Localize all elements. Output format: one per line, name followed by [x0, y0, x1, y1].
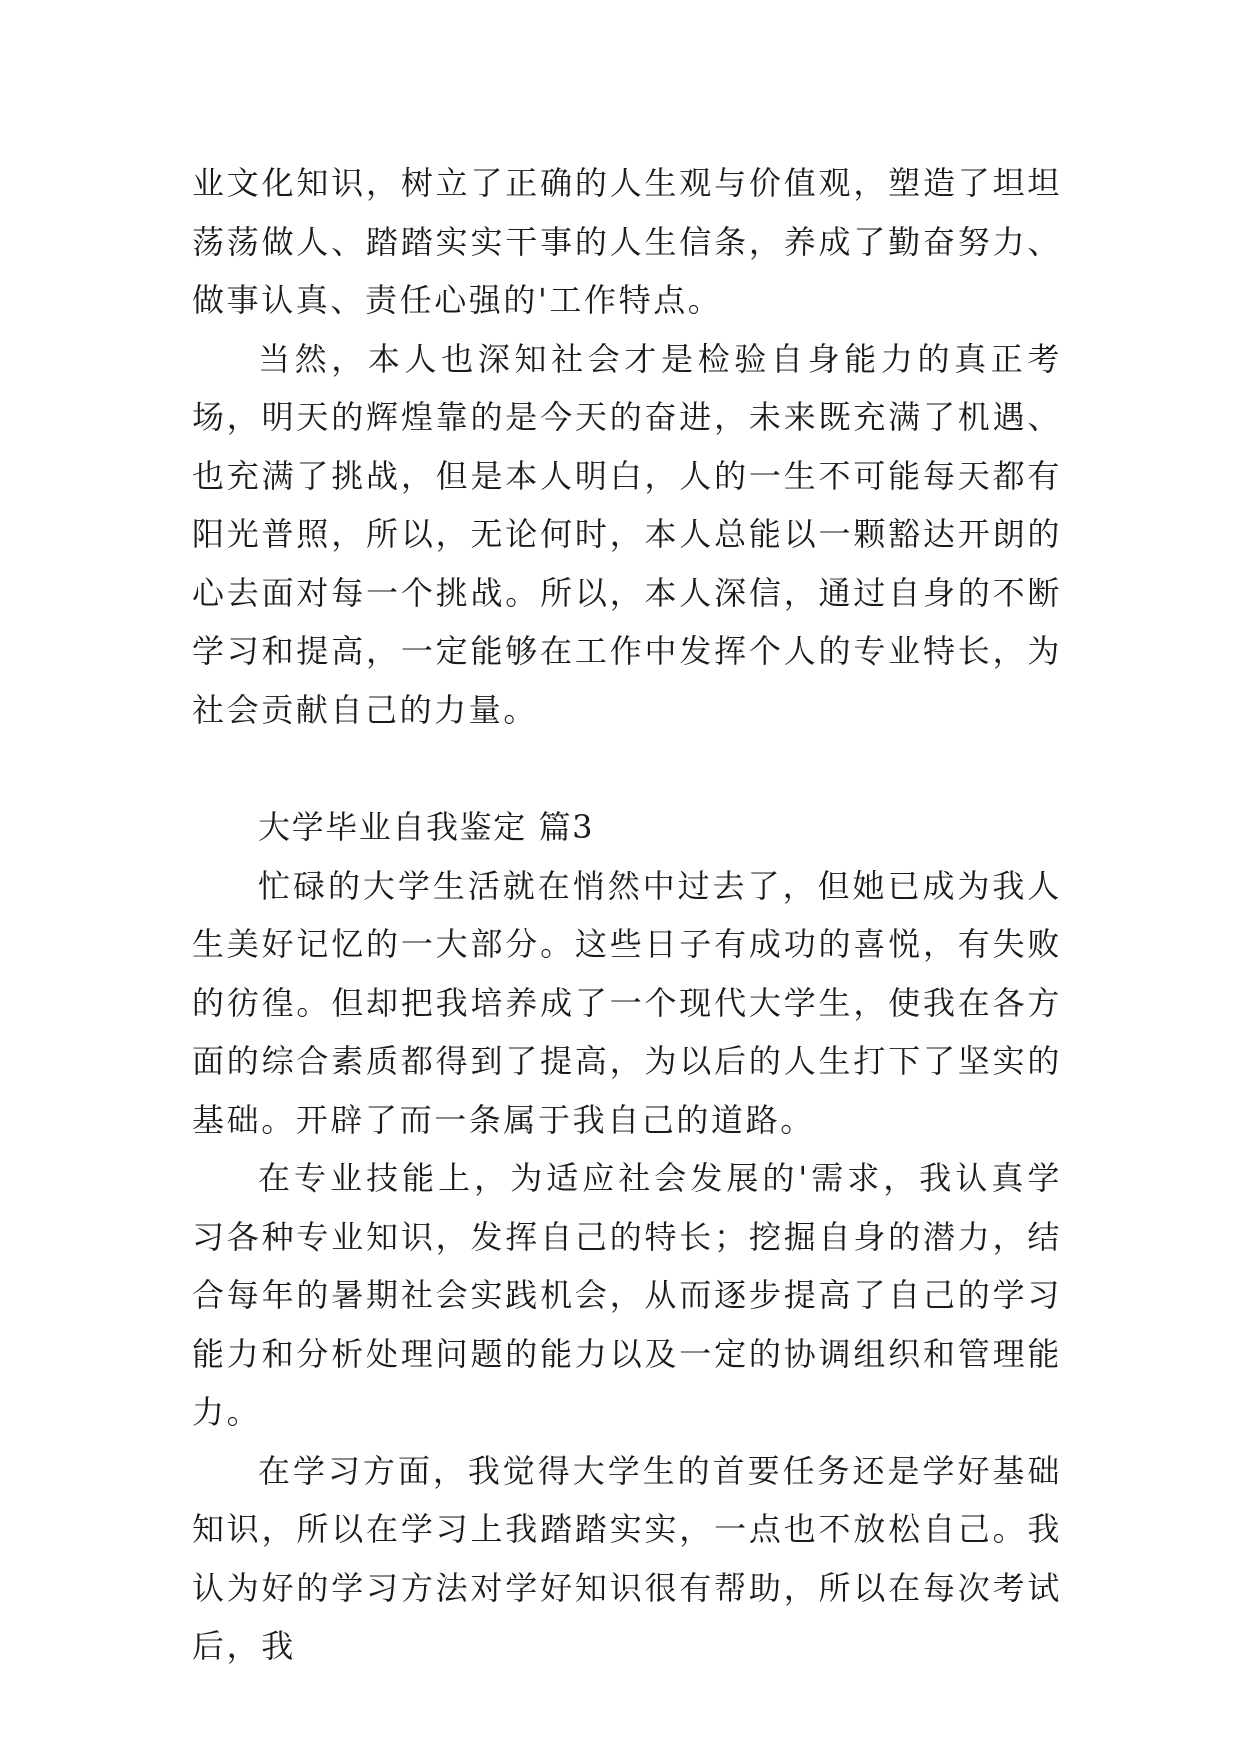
paragraph-college-life: 忙碌的大学生活就在悄然中过去了，但她已成为我人生美好记忆的一大部分。这些日子有成功的喜悦，有失败的彷徨。但却把我培养成了一个现代大学生，使我在各方面的综合素质都得到了提高，为以后的人生打下了坚实的基础。开辟了而一条属于我自己的道路。	[192, 866, 1062, 1139]
paragraph-professional-skills: 在专业技能上，为适应社会发展的'需求，我认真学习各种专业知识，发挥自己的特长；挖掘自身的潜力，结合每年的暑期社会实践机会，从而逐步提高了自己的学习能力和分析处理问题的能力以及一定的协调组织和管理能力。	[192, 1159, 1062, 1431]
paragraph-study: 在学习方面，我觉得大学生的首要任务还是学好基础知识，所以在学习上我踏踏实实，一点也不放松自己。我认为好的学习方法对学好知识很有帮助，所以在每次考试后，我	[192, 1451, 1062, 1665]
paragraph-society-test: 当然，本人也深知社会才是检验自身能力的真正考场，明天的辉煌靠的是今天的奋进，未来既充满了机遇、也充满了挑战，但是本人明白，人的一生不可能每天都有阳光普照，所以，无论何时，本人总能以一颗豁达开朗的心去面对每一个挑战。所以，本人深信，通过自身的不断学习和提高，一定能够在工作中发挥个人的专业特长，为社会贡献自己的力量。	[192, 339, 1062, 729]
section-heading: 大学毕业自我鉴定 篇3	[258, 808, 595, 846]
paragraph-continued: 业文化知识，树立了正确的人生观与价值观，塑造了坦坦荡荡做人、踏踏实实干事的人生信条，养成了勤奋努力、做事认真、责任心强的'工作特点。	[192, 164, 1062, 319]
document-body	[192, 154, 1062, 1676]
